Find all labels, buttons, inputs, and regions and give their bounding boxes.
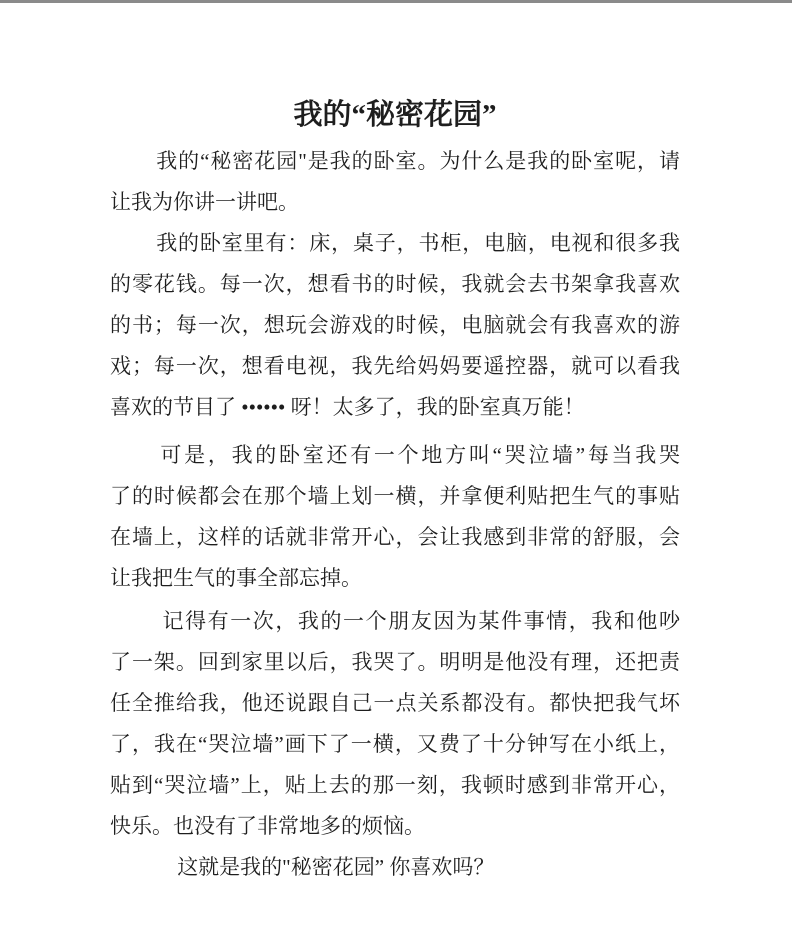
essay-line: 快乐。也没有了非常地多的烦恼。 <box>110 814 425 838</box>
essay-line: 我的“秘密花园"是我的卧室。为什么是我的卧室呢，请 <box>156 149 680 173</box>
essay-line: 我的卧室里有：床，桌子，书柜，电脑，电视和很多我 <box>156 231 680 255</box>
essay-paragraph-1 <box>110 141 680 223</box>
essay-line: 可是，我的卧室还有一个地方叫“哭泣墙”每当我哭 <box>160 443 680 467</box>
essay-title: 我的“秘密花园” <box>293 99 497 131</box>
essay-line: 戏；每一次，想看电视，我先给妈妈要遥控器，就可以看我 <box>110 354 680 378</box>
essay-line: 在墙上，这样的话就非常开心，会让我感到非常的舒服，会 <box>110 525 680 549</box>
essay-line: 了，我在“哭泣墙”画下了一横，又费了十分钟写在小纸上， <box>110 732 680 756</box>
essay-content <box>110 95 680 888</box>
essay-line: 让我把生气的事全部忘掉。 <box>110 566 362 590</box>
essay-line: 了一架。回到家里以后，我哭了。明明是他没有理，还把责 <box>110 650 680 674</box>
essay-line: 这就是我的"秘密花园” 你喜欢吗？ <box>177 855 495 879</box>
essay-line: 喜欢的节目了 •••••• 呀！太多了，我的卧室真万能！ <box>110 395 585 419</box>
essay-line: 任全推给我，他还说跟自己一点关系都没有。都快把我气坏 <box>110 691 680 715</box>
essay-line: 贴到“哭泣墙”上，贴上去的那一刻，我顿时感到非常开心， <box>110 773 680 797</box>
essay-paragraph-5 <box>110 847 680 888</box>
essay-paragraph-4 <box>110 601 680 847</box>
essay-line: 记得有一次，我的一个朋友因为某件事情，我和他吵 <box>162 609 680 633</box>
essay-line: 的书；每一次，想玩会游戏的时候，电脑就会有我喜欢的游 <box>110 313 680 337</box>
page-top-border <box>0 0 792 3</box>
essay-line: 的零花钱。每一次，想看书的时候，我就会去书架拿我喜欢 <box>110 272 680 296</box>
essay-paragraph-2 <box>110 223 680 428</box>
essay-paragraph-3 <box>110 435 680 599</box>
essay-line: 让我为你讲一讲吧。 <box>110 190 299 214</box>
essay-line: 了的时候都会在那个墙上划一横，并拿便利贴把生气的事贴 <box>110 484 680 508</box>
